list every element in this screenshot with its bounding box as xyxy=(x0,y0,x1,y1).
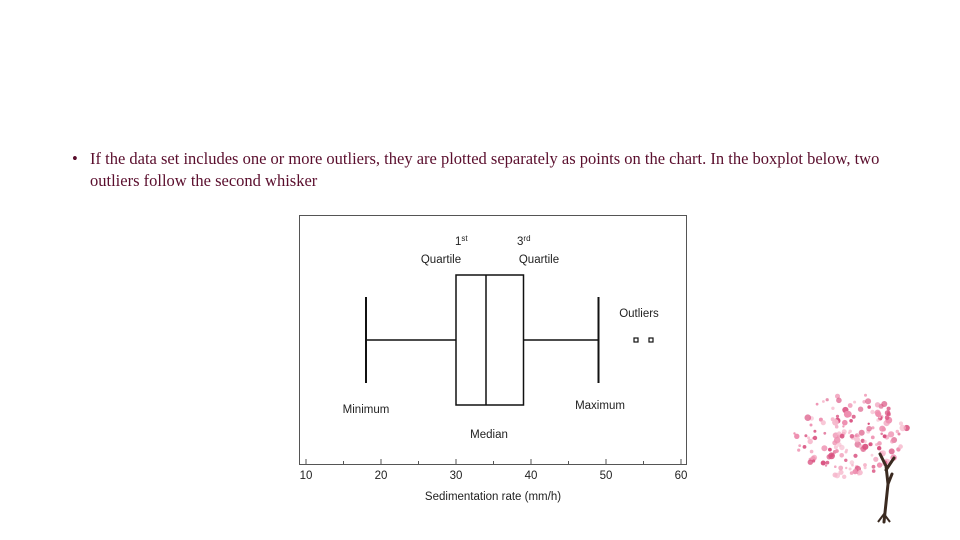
x-tick-label: 10 xyxy=(299,470,313,482)
blossom-petal xyxy=(880,433,883,436)
blossom-petal xyxy=(855,433,859,437)
blossom-petal xyxy=(853,469,858,474)
blossom-petal xyxy=(810,424,813,427)
blossom-petal xyxy=(803,445,807,449)
blossom-petal xyxy=(848,403,853,408)
minimum-annotation: Minimum xyxy=(342,404,390,416)
blossom-petal xyxy=(822,400,825,403)
outlier-points xyxy=(634,338,653,342)
blossom-petal xyxy=(844,411,851,418)
blossom-petal xyxy=(842,429,847,434)
blossom-petal xyxy=(883,434,887,438)
blossom-petal xyxy=(875,443,878,446)
q3-annotation-number: 3rd xyxy=(517,234,531,248)
blossom-petal xyxy=(797,449,800,452)
blossom-petal xyxy=(845,451,848,454)
blossom-petal xyxy=(826,398,829,401)
blossom-petal xyxy=(842,475,846,479)
blossom-petal xyxy=(805,414,812,421)
blossom-petal xyxy=(793,432,795,434)
blossom-petal xyxy=(821,445,827,451)
blossom-petal xyxy=(831,407,834,410)
x-axis-label: Sedimentation rate (mm/h) xyxy=(424,491,562,503)
q3-annotation-sup: rd xyxy=(523,234,531,243)
blossom-petal xyxy=(840,434,845,439)
q1-annotation-sup: st xyxy=(461,234,468,243)
x-tick-label: 30 xyxy=(449,470,463,482)
bullet-text: If the data set includes one or more outliers, they are plotted separately as points on the chart. In the boxplot below, two outliers follow the second whisker xyxy=(90,149,880,190)
blossom-petal xyxy=(813,436,817,440)
blossom-petal xyxy=(898,444,903,449)
median-annotation: Median xyxy=(470,429,508,441)
blossom-petal xyxy=(866,426,872,432)
blossom-petal xyxy=(868,443,870,445)
blossom-petal xyxy=(872,469,876,473)
blossom-petal xyxy=(798,444,801,447)
maximum-annotation: Maximum xyxy=(575,400,625,412)
blossom-petal xyxy=(890,439,894,443)
blossom-petal xyxy=(853,454,857,458)
blossom-petal xyxy=(810,450,814,454)
blossom-petal xyxy=(900,425,906,431)
blossom-petal xyxy=(867,405,871,409)
q1-annotation-number: 1st xyxy=(455,234,468,248)
blossom-petal xyxy=(860,446,866,452)
blossom-petal xyxy=(812,459,815,462)
blossom-petal xyxy=(835,449,839,453)
blossom-petal xyxy=(875,411,881,417)
chart-frame xyxy=(300,216,687,465)
blossom-petal xyxy=(816,403,819,406)
blossom-petal xyxy=(821,461,826,466)
interquartile-box xyxy=(456,275,524,405)
blossom-petal xyxy=(876,418,879,421)
blossom-petal xyxy=(896,430,899,433)
blossom-petal xyxy=(885,416,890,421)
blossom-petal xyxy=(823,432,826,435)
blossom-petal xyxy=(826,461,830,465)
blossom-petal xyxy=(859,430,865,436)
blossom-petal xyxy=(821,420,826,425)
blossom-petal xyxy=(871,436,875,440)
blossom-petal xyxy=(872,465,876,469)
blossom-petal xyxy=(832,440,837,445)
blossom-petal xyxy=(868,423,870,425)
blossom-petal xyxy=(828,448,832,452)
blossom-petal xyxy=(877,462,882,467)
blossom-petal xyxy=(834,473,840,479)
outliers-annotation: Outliers xyxy=(619,308,659,320)
outlier-point xyxy=(649,338,653,342)
bullet-icon: • xyxy=(72,149,78,168)
q1-annotation-word: Quartile xyxy=(420,254,462,266)
blossom-petal xyxy=(827,454,832,459)
blossom-petal xyxy=(808,439,813,444)
blossom-petal xyxy=(870,410,874,414)
blossom-petal xyxy=(871,454,874,457)
blossom-petal xyxy=(873,457,878,462)
blossom-petal xyxy=(877,446,881,450)
blossom-petal xyxy=(832,419,839,426)
blossom-petal xyxy=(849,468,852,471)
blossom-petal xyxy=(864,466,867,469)
x-tick-label: 20 xyxy=(374,470,388,482)
x-tick-label: 40 xyxy=(524,470,538,482)
x-tick-label: 60 xyxy=(674,470,688,482)
blossom-petal xyxy=(864,394,867,397)
blossom-canopy xyxy=(793,394,910,479)
x-axis xyxy=(300,459,688,482)
blossom-petal xyxy=(848,432,850,434)
q3-annotation-word: Quartile xyxy=(518,254,560,266)
blossom-petal xyxy=(813,430,816,433)
blossom-petal xyxy=(844,459,847,462)
blossom-petal xyxy=(888,431,894,437)
blossom-petal xyxy=(857,470,862,475)
cherry-blossom-tree-illustration xyxy=(752,388,912,528)
blossom-petal xyxy=(850,434,854,438)
outlier-point xyxy=(634,338,638,342)
blossom-petal xyxy=(887,407,891,411)
blossom-petal xyxy=(838,466,843,471)
blossom-petal xyxy=(834,445,838,449)
blossom-petal xyxy=(885,410,891,416)
blossom-petal xyxy=(839,453,844,458)
blossom-petal xyxy=(889,448,895,454)
blossom-petal xyxy=(854,437,860,443)
blossom-petal xyxy=(865,398,871,404)
blossom-petal xyxy=(836,415,839,418)
blossom-petal xyxy=(849,419,853,423)
blossom-petal xyxy=(804,434,807,437)
blossom-petal xyxy=(864,440,867,443)
blossom-petal xyxy=(851,464,854,467)
blossom-petal xyxy=(845,467,847,469)
blossom-petal xyxy=(842,420,848,426)
blossom-petal xyxy=(879,426,885,432)
blossom-petal xyxy=(839,445,844,450)
blossom-petal xyxy=(852,415,856,419)
blossom-petal xyxy=(881,401,887,407)
blossom-petal xyxy=(853,401,856,404)
blossom-petal xyxy=(858,407,863,412)
blossom-petal xyxy=(834,465,837,468)
blossom-petal xyxy=(836,398,842,404)
blossom-petal xyxy=(842,425,844,427)
blossom-petal xyxy=(875,402,880,407)
blossom-petal xyxy=(884,420,890,426)
blossom-petal xyxy=(825,464,827,466)
x-tick-label: 50 xyxy=(599,470,613,482)
